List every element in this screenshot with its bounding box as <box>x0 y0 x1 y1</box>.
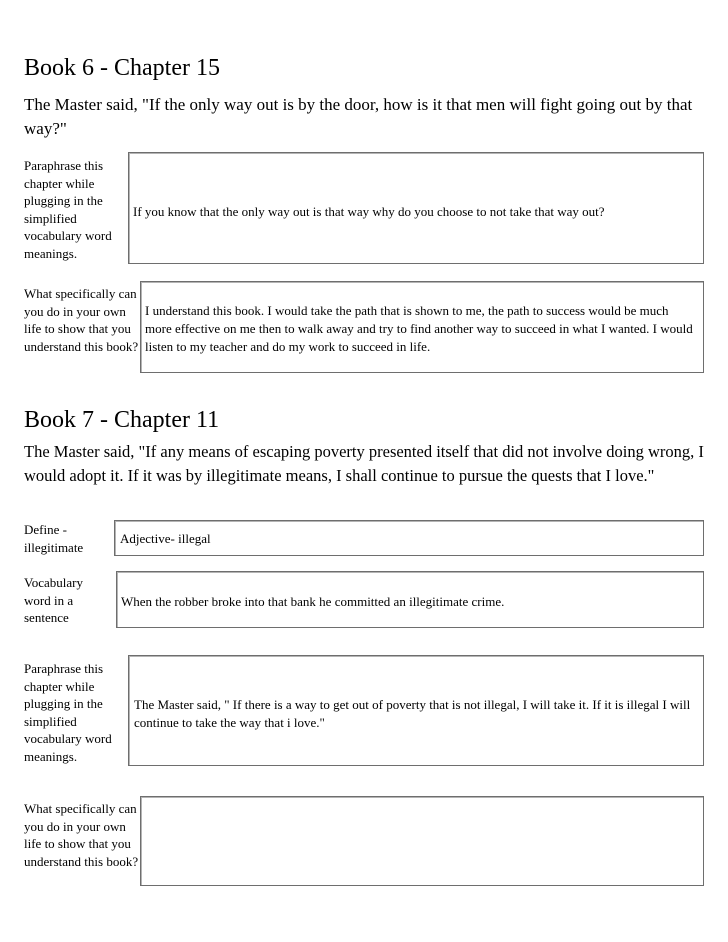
section1-apply-field[interactable] <box>140 281 704 373</box>
section2-vocab-label: Vocabulary word in a sentence <box>24 575 83 626</box>
section2-paraphrase-label: Paraphrase this chapter while plugging in the simplified vocabulary word meanings. <box>24 661 112 764</box>
section2-define-label: Define - illegitimate <box>24 522 84 555</box>
section2-apply-field[interactable] <box>140 796 704 886</box>
section2-heading: Book 7 - Chapter 11 <box>24 407 220 433</box>
section1-apply-answer: I understand this book. I would take the path that is shown to me, the path to success would be much more effective on me then to walk away and try to find another way to succeed in what I wanted. I would listen to my teacher and do my work to succeed in life. <box>145 303 693 354</box>
section2-paraphrase-field[interactable] <box>128 655 704 766</box>
section2-apply-label: What specifically can you do in your own life to show that you understand this book? <box>24 801 139 869</box>
section2-vocab-answer: When the robber broke into that bank he committed an illegitimate crime. <box>121 594 505 609</box>
section2-vocab-field[interactable] <box>116 571 704 628</box>
section1-paraphrase-field[interactable] <box>128 152 704 264</box>
section2-paraphrase-answer: The Master said, " If there is a way to get out of poverty that is not illegal, I will take it. If it is illegal I will continue to take the way that i love." <box>134 697 691 730</box>
section1-paraphrase-label: Paraphrase this chapter while plugging in the simplified vocabulary word meanings. <box>24 158 112 261</box>
section1-quote: The Master said, "If the only way out is by the door, how is it that men will fight going out by that way?" <box>24 95 693 138</box>
section1-paraphrase-answer: If you know that the only way out is that way why do you choose to not take that way out? <box>133 204 605 219</box>
section2-quote: The Master said, "If any means of escaping poverty presented itself that did not involve doing wrong, I would adopt it. If it was by illegitimate means, I shall continue to pursue the quests that I love." <box>24 442 704 485</box>
section1-heading: Book 6 - Chapter 15 <box>24 55 220 81</box>
section2-define-field[interactable] <box>114 520 704 556</box>
section2-define-answer: Adjective- illegal <box>120 531 211 546</box>
section1-apply-label: What specifically can you do in your own life to show that you understand this book? <box>24 286 139 354</box>
